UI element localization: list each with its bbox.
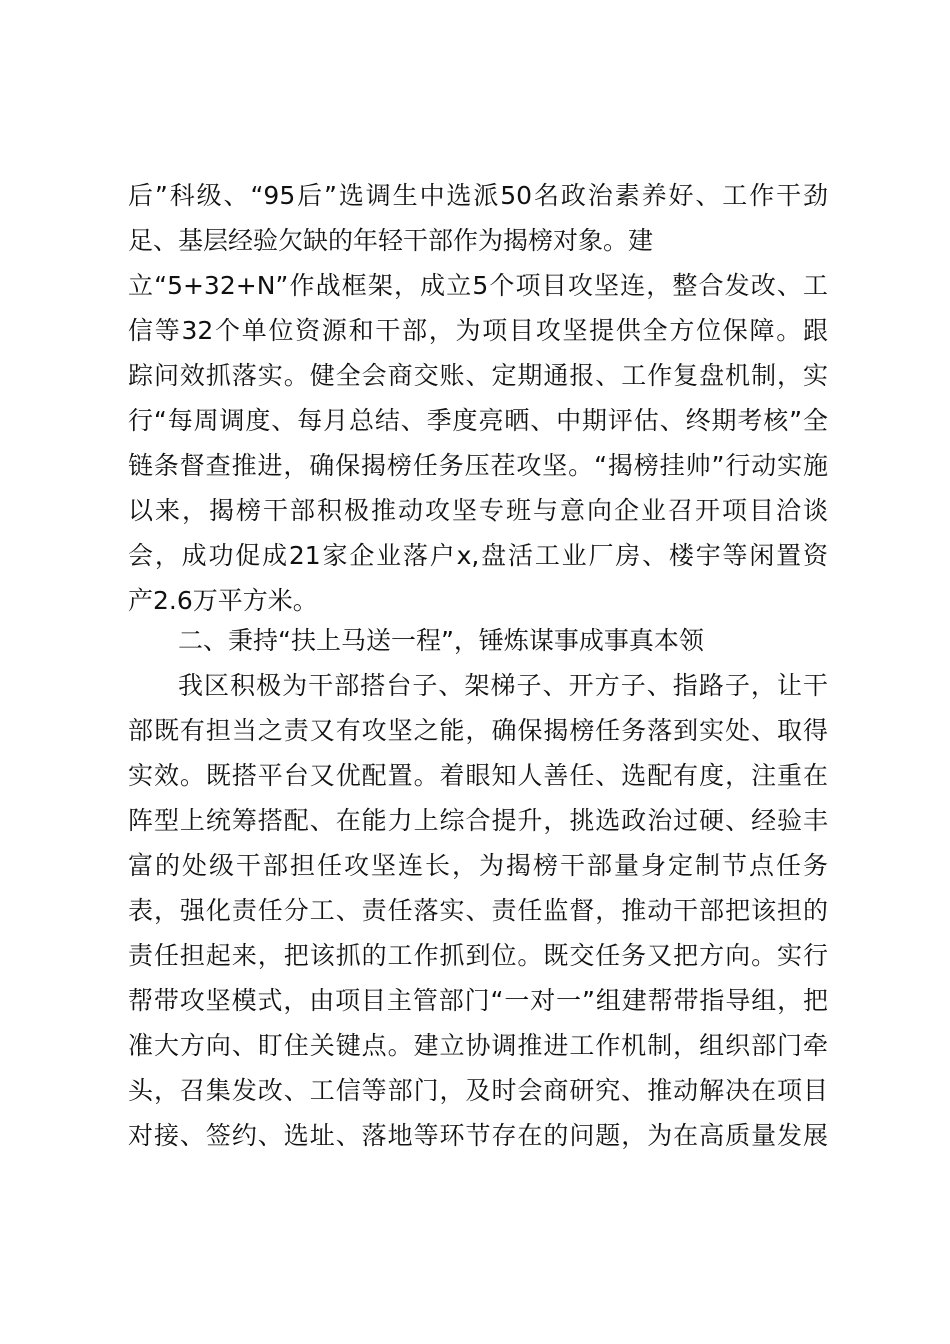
paragraph-line: 后”科级、“95后”选调生中选派50名政治素养好、工作干劲 — [128, 181, 828, 210]
paragraph-line: 准大方向、盯住关键点。建立协调推进工作机制，组织部门牵 — [128, 1031, 828, 1060]
paragraph-line: 部既有担当之责又有攻坚之能，确保揭榜任务落到实处、取得 — [128, 716, 828, 745]
paragraph-line: 我区积极为干部搭台子、架梯子、开方子、指路子，让干 — [178, 671, 828, 700]
paragraph-line: 会，成功促成21家企业落户x,盘活工业厂房、楼宇等闲置资 — [128, 541, 828, 570]
paragraph-line: 踪问效抓落实。健全会商交账、定期通报、工作复盘机制，实 — [128, 361, 828, 390]
paragraph-line: 头，召集发改、工信等部门，及时会商研究、推动解决在项目 — [128, 1076, 828, 1105]
paragraph-line: 帮带攻坚模式，由项目主管部门“一对一”组建帮带指导组，把 — [128, 986, 828, 1015]
paragraph-line: 链条督查推进，确保揭榜任务压茬攻坚。“揭榜挂帅”行动实施 — [128, 451, 828, 480]
paragraph-line: 富的处级干部担任攻坚连长，为揭榜干部量身定制节点任务 — [128, 851, 828, 880]
paragraph-line: 行“每周调度、每月总结、季度亮晒、中期评估、终期考核”全 — [128, 406, 828, 435]
paragraph-line: 产2.6万平方米。 — [128, 586, 318, 615]
paragraph-line: 对接、签约、选址、落地等环节存在的问题，为在高质量发展 — [128, 1121, 828, 1150]
paragraph-section-2 — [128, 618, 828, 1158]
section-heading: 二、秉持“扶上马送一程”，锤炼谋事成事真本领 — [178, 626, 704, 655]
paragraph-line: 足、基层经验欠缺的年轻干部作为揭榜对象。建 — [128, 226, 654, 255]
paragraph-line: 阵型上统筹搭配、在能力上综合提升，挑选政治过硬、经验丰 — [128, 806, 828, 835]
paragraph-line: 以来，揭榜干部积极推动攻坚专班与意向企业召开项目洽谈 — [128, 496, 828, 525]
paragraph-line: 实效。既搭平台又优配置。着眼知人善任、选配有度，注重在 — [128, 761, 828, 790]
paragraph-section-1 — [128, 173, 828, 623]
paragraph-line: 表，强化责任分工、责任落实、责任监督，推动干部把该担的 — [128, 896, 828, 925]
paragraph-line: 立“5+32+N”作战框架，成立5个项目攻坚连，整合发改、工 — [128, 271, 828, 300]
paragraph-line: 信等32个单位资源和干部，为项目攻坚提供全方位保障。跟 — [128, 316, 828, 345]
paragraph-line: 责任担起来，把该抓的工作抓到位。既交任务又把方向。实行 — [128, 941, 828, 970]
